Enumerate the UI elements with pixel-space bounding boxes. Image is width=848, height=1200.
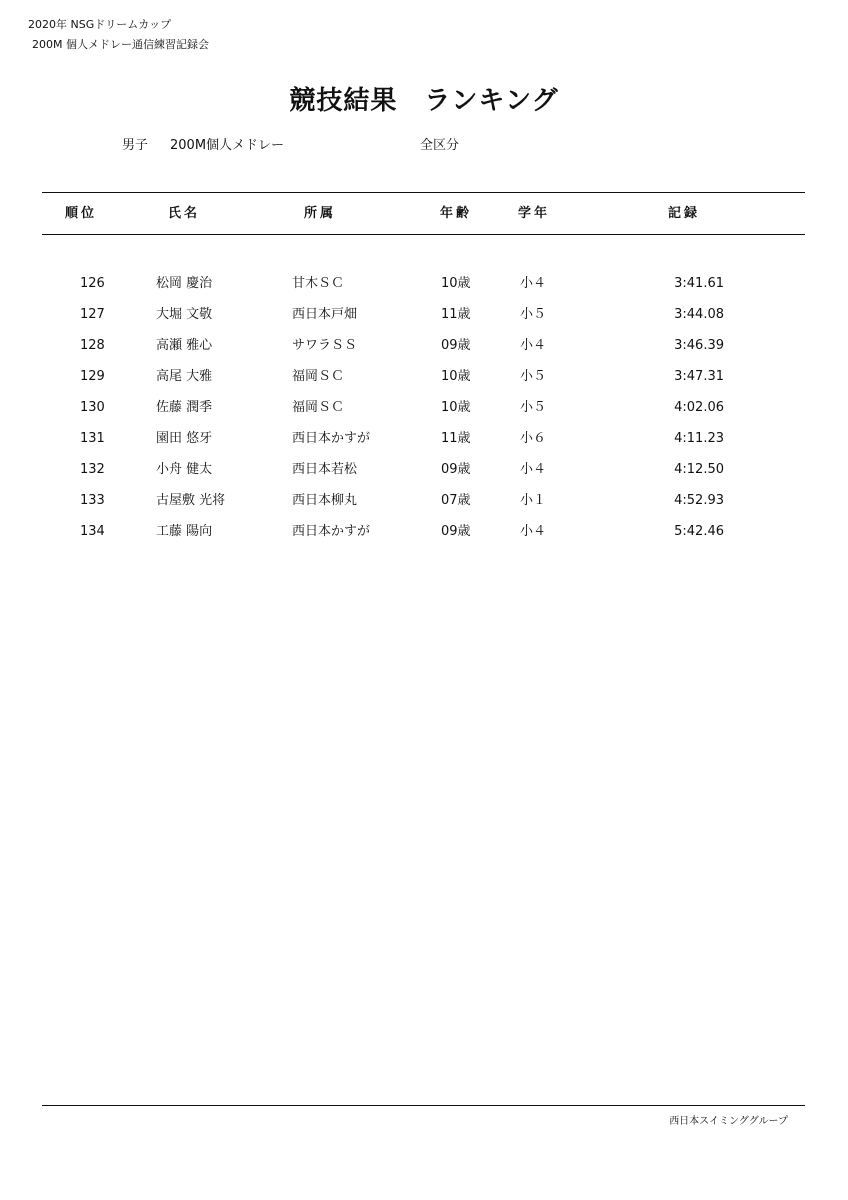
record-cell: 3:47.31	[674, 369, 724, 384]
table-row	[0, 275, 848, 306]
table-header-top-rule	[42, 192, 805, 193]
column-header-record: 記録	[668, 206, 701, 221]
grade-cell: 小５	[520, 307, 547, 322]
rank-cell: 128	[80, 338, 105, 353]
record-cell: 3:44.08	[674, 307, 724, 322]
table-row	[0, 523, 848, 554]
team-cell: 福岡ＳＣ	[292, 400, 345, 415]
table-row	[0, 399, 848, 430]
team-cell: 福岡ＳＣ	[292, 369, 345, 384]
column-header-age: 年齢	[440, 206, 473, 221]
team-cell: 西日本若松	[292, 462, 358, 477]
grade-cell: 小４	[520, 338, 547, 353]
meet-name: 2020年 NSGドリームカップ	[28, 18, 172, 31]
rank-cell: 134	[80, 524, 105, 539]
grade-cell: 小４	[520, 462, 547, 477]
rank-cell: 132	[80, 462, 105, 477]
column-header-team: 所属	[304, 206, 337, 221]
record-cell: 4:12.50	[674, 462, 724, 477]
grade-cell: 小４	[520, 276, 547, 291]
column-header-grade: 学年	[518, 206, 551, 221]
grade-cell: 小４	[520, 524, 547, 539]
record-cell: 4:02.06	[674, 400, 724, 415]
age-cell: 09歳	[441, 462, 471, 477]
age-cell: 07歳	[441, 493, 471, 508]
meet-subtitle: 200M 個人メドレー通信練習記録会	[32, 38, 209, 51]
class-label: 全区分	[420, 138, 460, 153]
rank-cell: 133	[80, 493, 105, 508]
name-cell: 古屋敷 光将	[156, 493, 226, 508]
name-cell: 高瀬 雅心	[156, 338, 213, 353]
name-cell: 松岡 慶治	[156, 276, 213, 291]
team-cell: 西日本かすが	[292, 431, 371, 446]
table-row	[0, 306, 848, 337]
record-cell: 3:41.61	[674, 276, 724, 291]
age-cell: 11歳	[441, 431, 471, 446]
table-row	[0, 337, 848, 368]
footer-rule	[42, 1105, 805, 1106]
record-cell: 4:52.93	[674, 493, 724, 508]
name-cell: 高尾 大雅	[156, 369, 213, 384]
rank-cell: 130	[80, 400, 105, 415]
team-cell: 甘木ＳＣ	[292, 276, 345, 291]
record-cell: 5:42.46	[674, 524, 724, 539]
name-cell: 佐藤 潤季	[156, 400, 213, 415]
record-cell: 4:11.23	[674, 431, 724, 446]
team-cell: 西日本柳丸	[292, 493, 358, 508]
grade-cell: 小６	[520, 431, 547, 446]
table-row	[0, 368, 848, 399]
record-cell: 3:46.39	[674, 338, 724, 353]
rank-cell: 131	[80, 431, 105, 446]
rank-cell: 127	[80, 307, 105, 322]
page-title: 競技結果 ランキング	[289, 86, 559, 116]
table-header-bottom-rule	[42, 234, 805, 235]
gender-label: 男子	[122, 138, 149, 153]
column-header-name: 氏名	[168, 206, 201, 221]
footer-organization: 西日本スイミンググループ	[669, 1116, 788, 1127]
results-table	[0, 275, 848, 554]
team-cell: サワラＳＳ	[292, 338, 358, 353]
table-row	[0, 430, 848, 461]
column-header-rank: 順位	[65, 206, 98, 221]
name-cell: 小舟 健太	[156, 462, 213, 477]
event-label: 200M個人メドレー	[170, 138, 285, 153]
rank-cell: 126	[80, 276, 105, 291]
age-cell: 10歳	[441, 400, 471, 415]
name-cell: 工藤 陽向	[156, 524, 213, 539]
name-cell: 園田 悠牙	[156, 431, 213, 446]
grade-cell: 小１	[520, 493, 547, 508]
grade-cell: 小５	[520, 400, 547, 415]
table-row	[0, 492, 848, 523]
age-cell: 10歳	[441, 369, 471, 384]
age-cell: 09歳	[441, 338, 471, 353]
team-cell: 西日本かすが	[292, 524, 371, 539]
rank-cell: 129	[80, 369, 105, 384]
table-row	[0, 461, 848, 492]
name-cell: 大堀 文敬	[156, 307, 213, 322]
team-cell: 西日本戸畑	[292, 307, 358, 322]
age-cell: 11歳	[441, 307, 471, 322]
grade-cell: 小５	[520, 369, 547, 384]
age-cell: 10歳	[441, 276, 471, 291]
age-cell: 09歳	[441, 524, 471, 539]
